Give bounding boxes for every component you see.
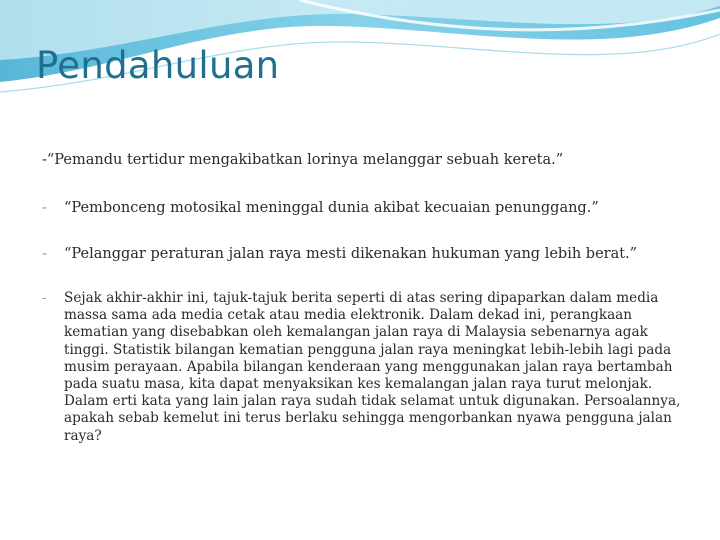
bullet-item xyxy=(42,290,682,445)
bullet-dash: - xyxy=(42,290,47,306)
bullet-paragraph: Sejak akhir-akhir ini, tajuk-tajuk berita seperti di atas sering dipaparkan dalam media massa sama ada media cetak atau media elektronik. Dalam dekad ini, perangkaan kematian yang disebabkan oleh kemalangan jalan raya di Malaysia sebenarnya agak tinggi. Statistik bilangan kematian pengguna jalan raya meningkat lebih-lebih lagi pada musim perayaan. Apabila bilangan kenderaan yang menggunakan jalan raya bertambah pada suatu masa, kita dapat menyaksikan kes kemalangan jalan raya turut melonjak. Dalam erti kata yang lain jalan raya sudah tidak selamat untuk digunakan. Persoalannya, apakah sebab kemelut ini terus berlaku sehingga mengorbankan nyawa pengguna jalan raya? xyxy=(64,290,681,444)
bullet-text: “Pelanggar peraturan jalan raya mesti dikenakan hukuman yang lebih berat.” xyxy=(64,246,638,262)
bullet-text: “Pembonceng motosikal meninggal dunia akibat kecuaian penunggang.” xyxy=(64,200,599,216)
bullet-item xyxy=(42,198,682,218)
slide-title: Pendahuluan xyxy=(36,44,280,87)
bullet-item xyxy=(42,244,682,264)
bullet-dash: - xyxy=(42,246,47,262)
intro-line: -“Pemandu tertidur mengakibatkan lorinya melanggar sebuah kereta.” xyxy=(42,152,564,168)
bullet-dash: - xyxy=(42,200,47,216)
slide-content xyxy=(42,150,682,471)
